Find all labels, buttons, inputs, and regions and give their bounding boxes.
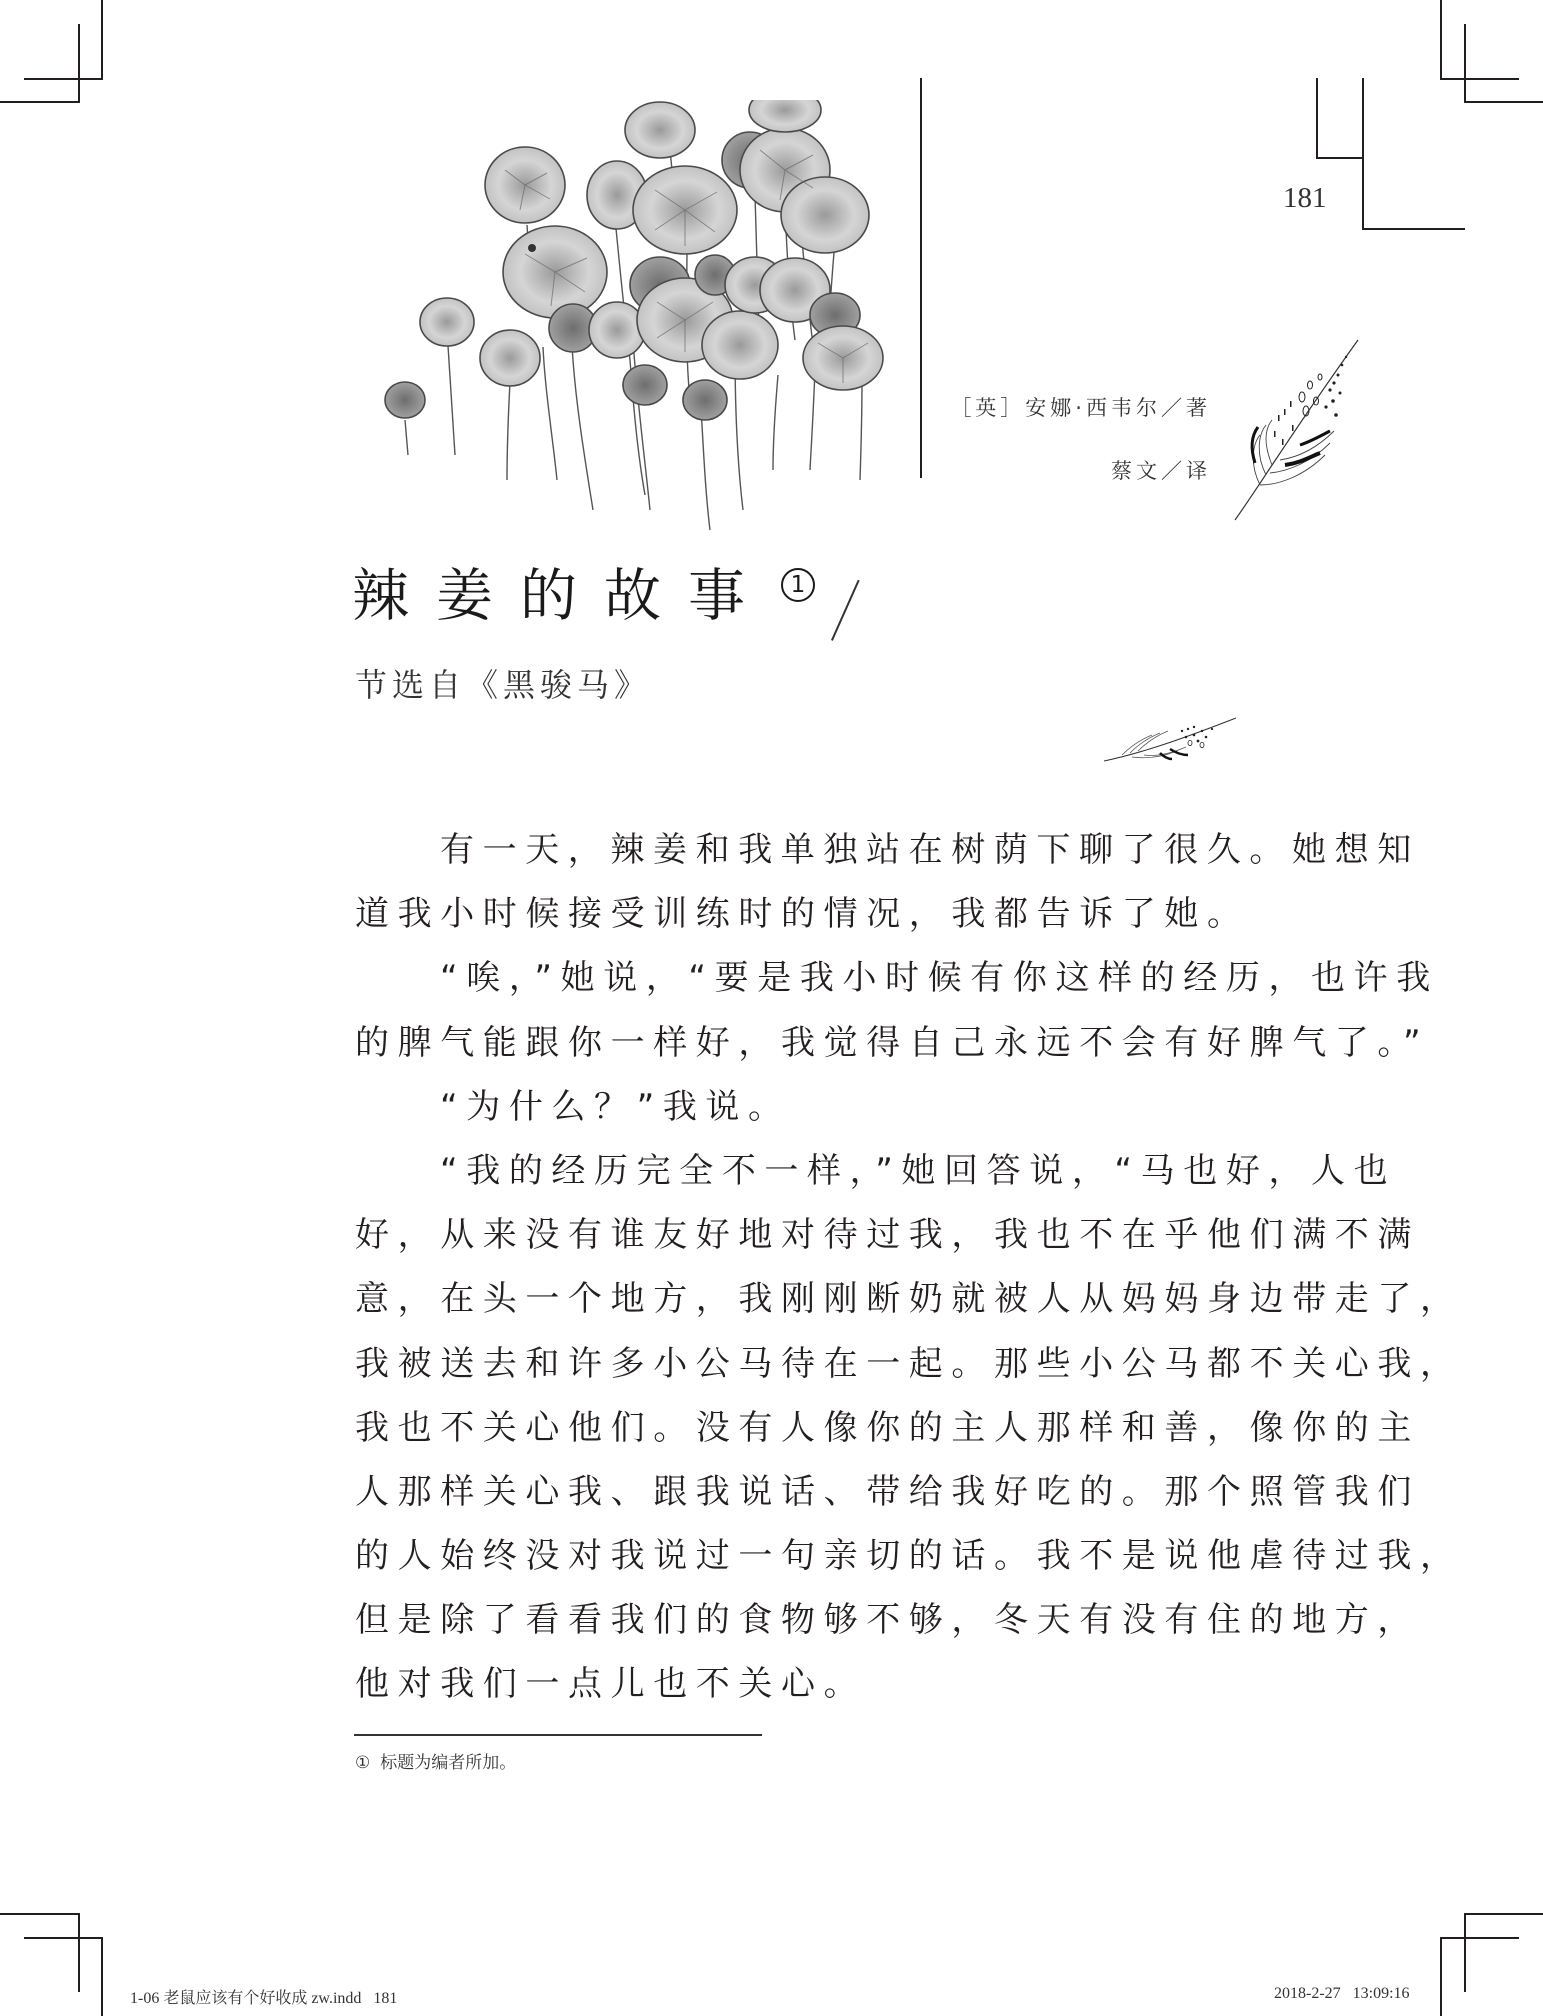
page-number: 181 xyxy=(1283,182,1327,214)
translator-line: 蔡文／译 xyxy=(1111,459,1211,483)
crop-mark-top-right xyxy=(1464,24,1466,103)
body-line: 我也不关心他们。没有人像你的主人那样和善，像你的主 xyxy=(355,1407,1420,1448)
feather-ornament-small-icon xyxy=(1102,715,1237,763)
header-bracket xyxy=(1362,228,1465,230)
crop-mark-bottom-left xyxy=(101,1937,103,2016)
header-bracket xyxy=(1316,78,1318,158)
slug-timestamp: 2018-2-27 13:09:16 xyxy=(1274,1985,1410,2002)
header-divider xyxy=(920,78,922,478)
crop-mark-top-left xyxy=(0,101,80,103)
body-line: “为什么？”我说。 xyxy=(440,1086,791,1127)
body-line: 有一天，辣姜和我单独站在树荫下聊了很久。她想知 xyxy=(440,830,1420,870)
body-line: 他对我们一点儿也不关心。 xyxy=(355,1664,867,1705)
crop-mark-top-left xyxy=(78,24,80,103)
body-line: 意，在头一个地方，我刚刚断奶就被人从妈妈身边带走了， xyxy=(355,1279,1463,1320)
crop-mark-bottom-left xyxy=(78,1913,80,1992)
header-bracket xyxy=(1316,157,1362,159)
crop-mark-top-right xyxy=(1440,78,1519,80)
body-line: 好，从来没有谁友好地对待过我，我也不在乎他们满不满 xyxy=(355,1215,1420,1256)
title-slash-decoration xyxy=(831,580,860,641)
footnote xyxy=(355,1748,516,1773)
article-title: 辣姜的故事 xyxy=(352,563,772,629)
feather-ornament-icon xyxy=(1230,335,1360,523)
footnote-text: 标题为编者所加。 xyxy=(380,1753,517,1772)
body-line: “我的经历完全不一样，”她回答说，“马也好，人也 xyxy=(440,1150,1397,1191)
crop-mark-top-left xyxy=(24,78,103,80)
body-line: 道我小时候接受训练时的情况，我都告诉了她。 xyxy=(355,894,1250,935)
body-line: 但是除了看看我们的食物够不够，冬天有没有住的地方， xyxy=(355,1600,1420,1641)
body-line: 的人始终没对我说过一句亲切的话。我不是说他虐待过我， xyxy=(355,1536,1463,1577)
body-line: “唉，”她说，“要是我小时候有你这样的经历，也许我 xyxy=(440,958,1439,999)
crop-mark-top-right xyxy=(1464,101,1543,103)
author-line: ［英］安娜·西韦尔／著 xyxy=(950,396,1211,420)
footnote-marker: ① xyxy=(355,1753,371,1772)
slug-filename: 1-06 老鼠应该有个好收成 zw.indd 181 xyxy=(130,1990,398,2007)
crop-mark-top-left xyxy=(101,0,103,79)
article-subtitle: 节选自《黑骏马》 xyxy=(355,666,652,704)
crop-mark-bottom-right xyxy=(1464,1913,1466,1992)
header-bracket xyxy=(1362,78,1364,230)
crop-mark-top-right xyxy=(1440,0,1442,79)
article-body xyxy=(355,826,1463,1725)
crop-mark-bottom-right xyxy=(1440,1937,1442,2016)
plant-illustration xyxy=(375,100,920,540)
body-line: 的脾气能跟你一样好，我觉得自己永远不会有好脾气了。” xyxy=(355,1022,1430,1063)
crop-mark-bottom-right xyxy=(1464,1913,1543,1915)
footnote-rule xyxy=(354,1734,762,1736)
crop-mark-bottom-left xyxy=(24,1937,103,1939)
title-footnote-marker[interactable]: 1 xyxy=(781,568,815,602)
crop-mark-bottom-right xyxy=(1440,1937,1519,1939)
body-line: 人那样关心我、跟我说话、带给我好吃的。那个照管我们 xyxy=(355,1471,1420,1512)
crop-mark-bottom-left xyxy=(0,1913,80,1915)
body-line: 我被送去和许多小公马待在一起。那些小公马都不关心我， xyxy=(355,1343,1463,1384)
